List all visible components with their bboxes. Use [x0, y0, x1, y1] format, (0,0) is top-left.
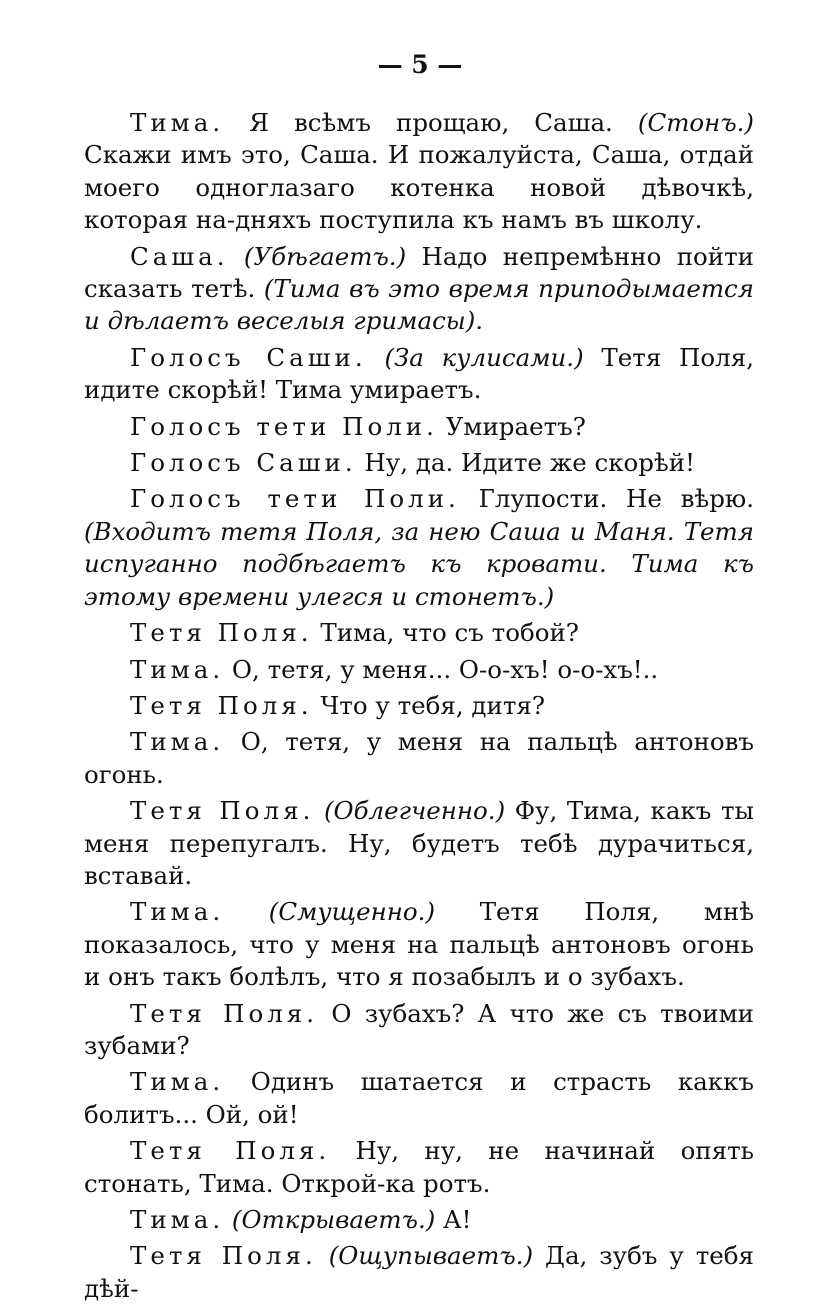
speaker-name: Тетя Поля.: [130, 1136, 331, 1166]
speaker-name: Тима.: [130, 1205, 225, 1234]
dialogue-paragraph: [84, 1066, 754, 1131]
dialogue-paragraph: [84, 483, 754, 613]
dialogue-text: [224, 1205, 232, 1234]
dialogue-paragraph: [84, 1240, 754, 1305]
page-number: — 5 —: [377, 50, 463, 79]
stage-direction: (Убѣгаетъ.): [243, 241, 407, 271]
dialogue-text: Я всѣмъ прощаю, Саша.: [224, 108, 638, 137]
stage-direction: (Открываетъ.): [231, 1205, 436, 1234]
stage-direction: (Облегченно.): [323, 796, 506, 826]
dialogue-paragraph: [84, 654, 754, 686]
dialogue-paragraph: [84, 896, 754, 993]
dialogue-paragraph: [84, 447, 754, 479]
dialogue-text: Ну, да. Идите же скорѣй!: [356, 448, 695, 478]
play-text: [84, 107, 754, 1309]
stage-direction: (Ощупываетъ.): [328, 1241, 534, 1271]
dialogue-text: [367, 343, 385, 372]
stage-direction: (Тима въ это время приподымается и дѣлаетъ веселыя гримасы).: [84, 274, 754, 336]
dialogue-text: Что у тебя, дитя?: [312, 690, 545, 720]
dialogue-text: А!: [435, 1205, 472, 1234]
dialogue-paragraph: [84, 726, 754, 791]
dialogue-text: [314, 796, 324, 825]
dialogue-text: [224, 897, 269, 926]
dialogue-text: Надо непремѣнно пойти сказать тетѣ.: [84, 241, 754, 304]
dialogue-text: Умираетъ?: [437, 411, 586, 441]
dialogue-text: Ну, ну, не начинай опять стонать, Тима. Открой-ка ротъ.: [84, 1136, 755, 1198]
dialogue-text: Тетя Поля, мнѣ показалось, что у меня на пальцѣ антоновъ огонь и онъ такъ болѣлъ, что я позабылъ и о зубахъ.: [84, 897, 754, 992]
dialogue-text: Глупости. Не вѣрю.: [459, 484, 755, 514]
speaker-name: Тетя Поля.: [130, 1241, 317, 1271]
speaker-name: Тима.: [130, 108, 225, 137]
dialogue-text: О, тетя, у меня... О-о-хъ! о-о-хъ!..: [224, 654, 659, 684]
dialogue-paragraph: [84, 998, 754, 1063]
dialogue-text: Да, зубъ у тебя дѣй-: [84, 1241, 754, 1303]
speaker-name: Тетя Поля.: [130, 998, 319, 1028]
dialogue-text: О зубахъ? А что же съ твоими зубами?: [84, 998, 754, 1060]
dialogue-paragraph: [84, 1135, 754, 1200]
speaker-name: Саша.: [130, 241, 229, 271]
speaker-name: Тима.: [130, 654, 225, 684]
speaker-name: Тетя Поля.: [130, 618, 313, 648]
speaker-name: Тетя Поля.: [130, 690, 313, 720]
speaker-name: Тима.: [130, 897, 225, 927]
speaker-name: Голосъ Саши.: [130, 342, 367, 372]
speaker-name: Голосъ тети Поли.: [130, 484, 460, 514]
dialogue-text: [229, 242, 244, 271]
dialogue-text: [317, 1241, 329, 1270]
dialogue-paragraph: [84, 411, 754, 443]
dialogue-paragraph: [84, 107, 754, 237]
speaker-name: Тима.: [130, 1067, 225, 1097]
dialogue-text: Скажи имъ это, Саша. И пожалуйста, Саша, отдай моего одноглазаго котенка новой дѣвочкѣ, которая на-дняхъ поступила къ намъ въ школу.: [84, 140, 754, 235]
dialogue-text: Тетя Поля, идите скорѣй! Тима умираетъ.: [84, 342, 754, 405]
dialogue-paragraph: [84, 1204, 754, 1236]
speaker-name: Тетя Поля.: [130, 796, 315, 826]
dialogue-paragraph: [84, 342, 754, 407]
stage-direction: (За кулисами.): [384, 342, 584, 372]
speaker-name: Голосъ Саши.: [130, 448, 357, 478]
stage-direction: (Входитъ тетя Поля, за нею Саша и Маня. Тетя испуганно подбѣгаетъ къ кровати. Тима къ этому времени улегся и стонетъ.): [84, 516, 754, 611]
speaker-name: Голосъ тети Поли.: [130, 411, 438, 441]
speaker-name: Тима.: [130, 727, 225, 757]
stage-direction: (Стонъ.): [637, 108, 754, 137]
dialogue-text: Одинъ шатается и страсть каккъ болитъ... Ой, ой!: [84, 1067, 754, 1129]
dialogue-text: О, тетя, у меня на пальцѣ антоновъ огонь.: [84, 727, 754, 789]
dialogue-text: Фу, Тима, какъ ты меня перепугалъ. Ну, будетъ тебѣ дурачиться, вставай.: [84, 796, 755, 890]
dialogue-paragraph: [84, 690, 754, 722]
dialogue-paragraph: [84, 241, 754, 338]
dialogue-text: Тима, что съ тобой?: [312, 618, 579, 648]
stage-direction: (Смущенно.): [268, 897, 436, 927]
dialogue-paragraph: [84, 617, 754, 649]
dialogue-paragraph: [84, 795, 754, 892]
